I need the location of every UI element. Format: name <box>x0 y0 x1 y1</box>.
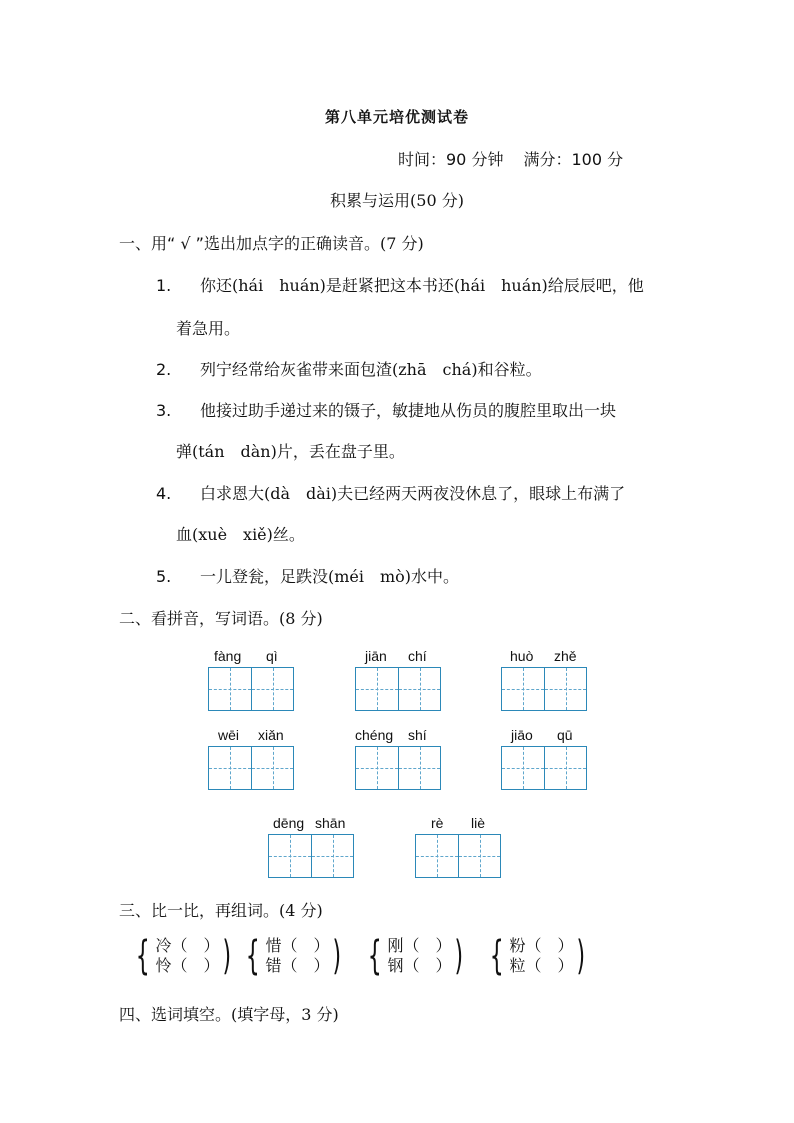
compare-word: 惜（ ） <box>265 936 330 955</box>
q1-item-1-cont: 着急用。 <box>176 319 241 338</box>
question-2-heading <box>119 606 323 629</box>
full-score: 满分：100 分 <box>523 150 624 169</box>
q1-item-4 <box>156 481 625 504</box>
left-brace-icon: { <box>245 933 260 979</box>
q1-item-5 <box>156 564 459 587</box>
grid-cell[interactable] <box>251 747 293 789</box>
writing-grid[interactable] <box>208 667 294 711</box>
grid-cell[interactable] <box>251 668 293 710</box>
grid-cell[interactable] <box>544 747 586 789</box>
writing-grid[interactable] <box>415 834 501 878</box>
compare-group-1 <box>130 933 235 979</box>
q1-item-3-cont: 弹(tán dàn)片，丢在盘子里。 <box>176 442 405 461</box>
pinyin-label: chéng <box>355 727 394 743</box>
pinyin-label: shí <box>408 727 427 743</box>
grid-cell[interactable] <box>356 747 398 789</box>
pinyin-grid-2 <box>355 648 441 710</box>
pinyin-grid-1 <box>208 648 294 710</box>
item-number: 3. <box>156 401 172 420</box>
grid-cell[interactable] <box>416 835 458 877</box>
pinyin-grid-8 <box>415 815 501 877</box>
writing-grid[interactable] <box>501 746 587 790</box>
question-3-text: 三、比一比，再组词。 <box>119 901 280 920</box>
pinyin-grid-6 <box>501 727 587 789</box>
compare-group-2 <box>240 933 345 979</box>
pinyin-label: dēng <box>273 815 305 831</box>
compare-word: 钢（ ） <box>387 956 452 975</box>
pinyin-label: fàng <box>214 648 242 664</box>
pinyin-grid-3 <box>501 648 587 710</box>
q1-item-4-cont: 血(xuè xiě)丝。 <box>176 525 305 544</box>
pinyin-label: wēi <box>218 727 240 743</box>
writing-grid[interactable] <box>501 667 587 711</box>
grid-cell[interactable] <box>269 835 311 877</box>
q1-item-3 <box>156 398 616 421</box>
q1-item-1 <box>156 273 644 296</box>
compare-word: 冷（ ） <box>155 936 220 955</box>
question-4-score: (填字母，3 分) <box>231 1005 339 1024</box>
item-number: 4. <box>156 484 172 503</box>
writing-grid[interactable] <box>208 746 294 790</box>
question-2-text: 二、看拼音，写词语。 <box>119 609 280 628</box>
item-text: 列宁经常给灰雀带来面包渣(zhā chá)和谷粒。 <box>200 360 542 379</box>
q1-item-2 <box>156 357 542 380</box>
question-4-text: 四、选词填空。 <box>119 1005 232 1024</box>
question-1-score: (7 分) <box>379 234 424 253</box>
compare-word: 粒（ ） <box>509 956 574 975</box>
item-text: 一儿登瓮，足跌没(méi mò)水中。 <box>200 567 460 586</box>
pinyin-label: chí <box>408 648 427 664</box>
grid-cell[interactable] <box>398 747 440 789</box>
question-1-text: 一、用“ √ ”选出加点字的正确读音。 <box>119 234 380 253</box>
question-3-heading <box>119 898 323 921</box>
grid-cell[interactable] <box>356 668 398 710</box>
pinyin-label: zhě <box>554 648 577 664</box>
left-brace-icon: { <box>489 933 504 979</box>
pinyin-grid-4 <box>208 727 294 789</box>
pinyin-grid-5 <box>355 727 441 789</box>
item-text: 白求恩大(dà dài)夫已经两天两夜没休息了，眼球上布满了 <box>200 484 626 503</box>
grid-cell[interactable] <box>398 668 440 710</box>
pinyin-label: liè <box>471 815 486 831</box>
pinyin-label: jiāo <box>511 727 533 743</box>
pinyin-label: huò <box>510 648 534 664</box>
pinyin-label: shān <box>315 815 346 831</box>
question-1-heading <box>119 231 424 254</box>
grid-cell[interactable] <box>458 835 500 877</box>
grid-cell[interactable] <box>209 668 251 710</box>
compare-group-4 <box>484 933 589 979</box>
grid-cell[interactable] <box>209 747 251 789</box>
item-number: 1. <box>156 276 172 295</box>
grid-cell[interactable] <box>502 668 544 710</box>
pinyin-grid-7 <box>268 815 354 877</box>
exam-title: 第八单元培优测试卷 <box>324 108 469 126</box>
item-text: 他接过助手递过来的镊子，敏捷地从伤员的腹腔里取出一块 <box>200 401 617 420</box>
right-brace-icon: ) <box>332 933 342 979</box>
pinyin-label: qì <box>266 648 278 664</box>
pinyin-label: rè <box>431 815 444 831</box>
question-4-heading <box>119 1002 339 1025</box>
pinyin-label: jiān <box>365 648 387 664</box>
compare-word: 刚（ ） <box>387 936 452 955</box>
compare-word: 粉（ ） <box>509 936 574 955</box>
item-number: 5. <box>156 567 172 586</box>
pinyin-label: xiǎn <box>258 727 284 743</box>
grid-cell[interactable] <box>502 747 544 789</box>
grid-cell[interactable] <box>311 835 353 877</box>
item-number: 2. <box>156 360 172 379</box>
right-brace-icon: ) <box>576 933 586 979</box>
question-3-score: (4 分) <box>279 901 323 920</box>
compare-word: 错（ ） <box>265 956 330 975</box>
compare-word: 怜（ ） <box>155 956 220 975</box>
left-brace-icon: { <box>367 933 382 979</box>
section-heading: 积累与运用(50 分) <box>330 191 464 210</box>
compare-group-3 <box>362 933 467 979</box>
grid-cell[interactable] <box>544 668 586 710</box>
right-brace-icon: ) <box>454 933 464 979</box>
time-info <box>398 147 623 170</box>
item-text: 你还(hái huán)是赶紧把这本书还(hái huán)给辰辰吧，他 <box>200 276 644 295</box>
question-2-score: (8 分) <box>279 609 323 628</box>
right-brace-icon: ) <box>222 933 232 979</box>
writing-grid[interactable] <box>355 746 441 790</box>
writing-grid[interactable] <box>268 834 354 878</box>
left-brace-icon: { <box>135 933 150 979</box>
writing-grid[interactable] <box>355 667 441 711</box>
time-limit: 时间：90 分钟 <box>398 150 504 169</box>
pinyin-label: qū <box>557 727 573 743</box>
